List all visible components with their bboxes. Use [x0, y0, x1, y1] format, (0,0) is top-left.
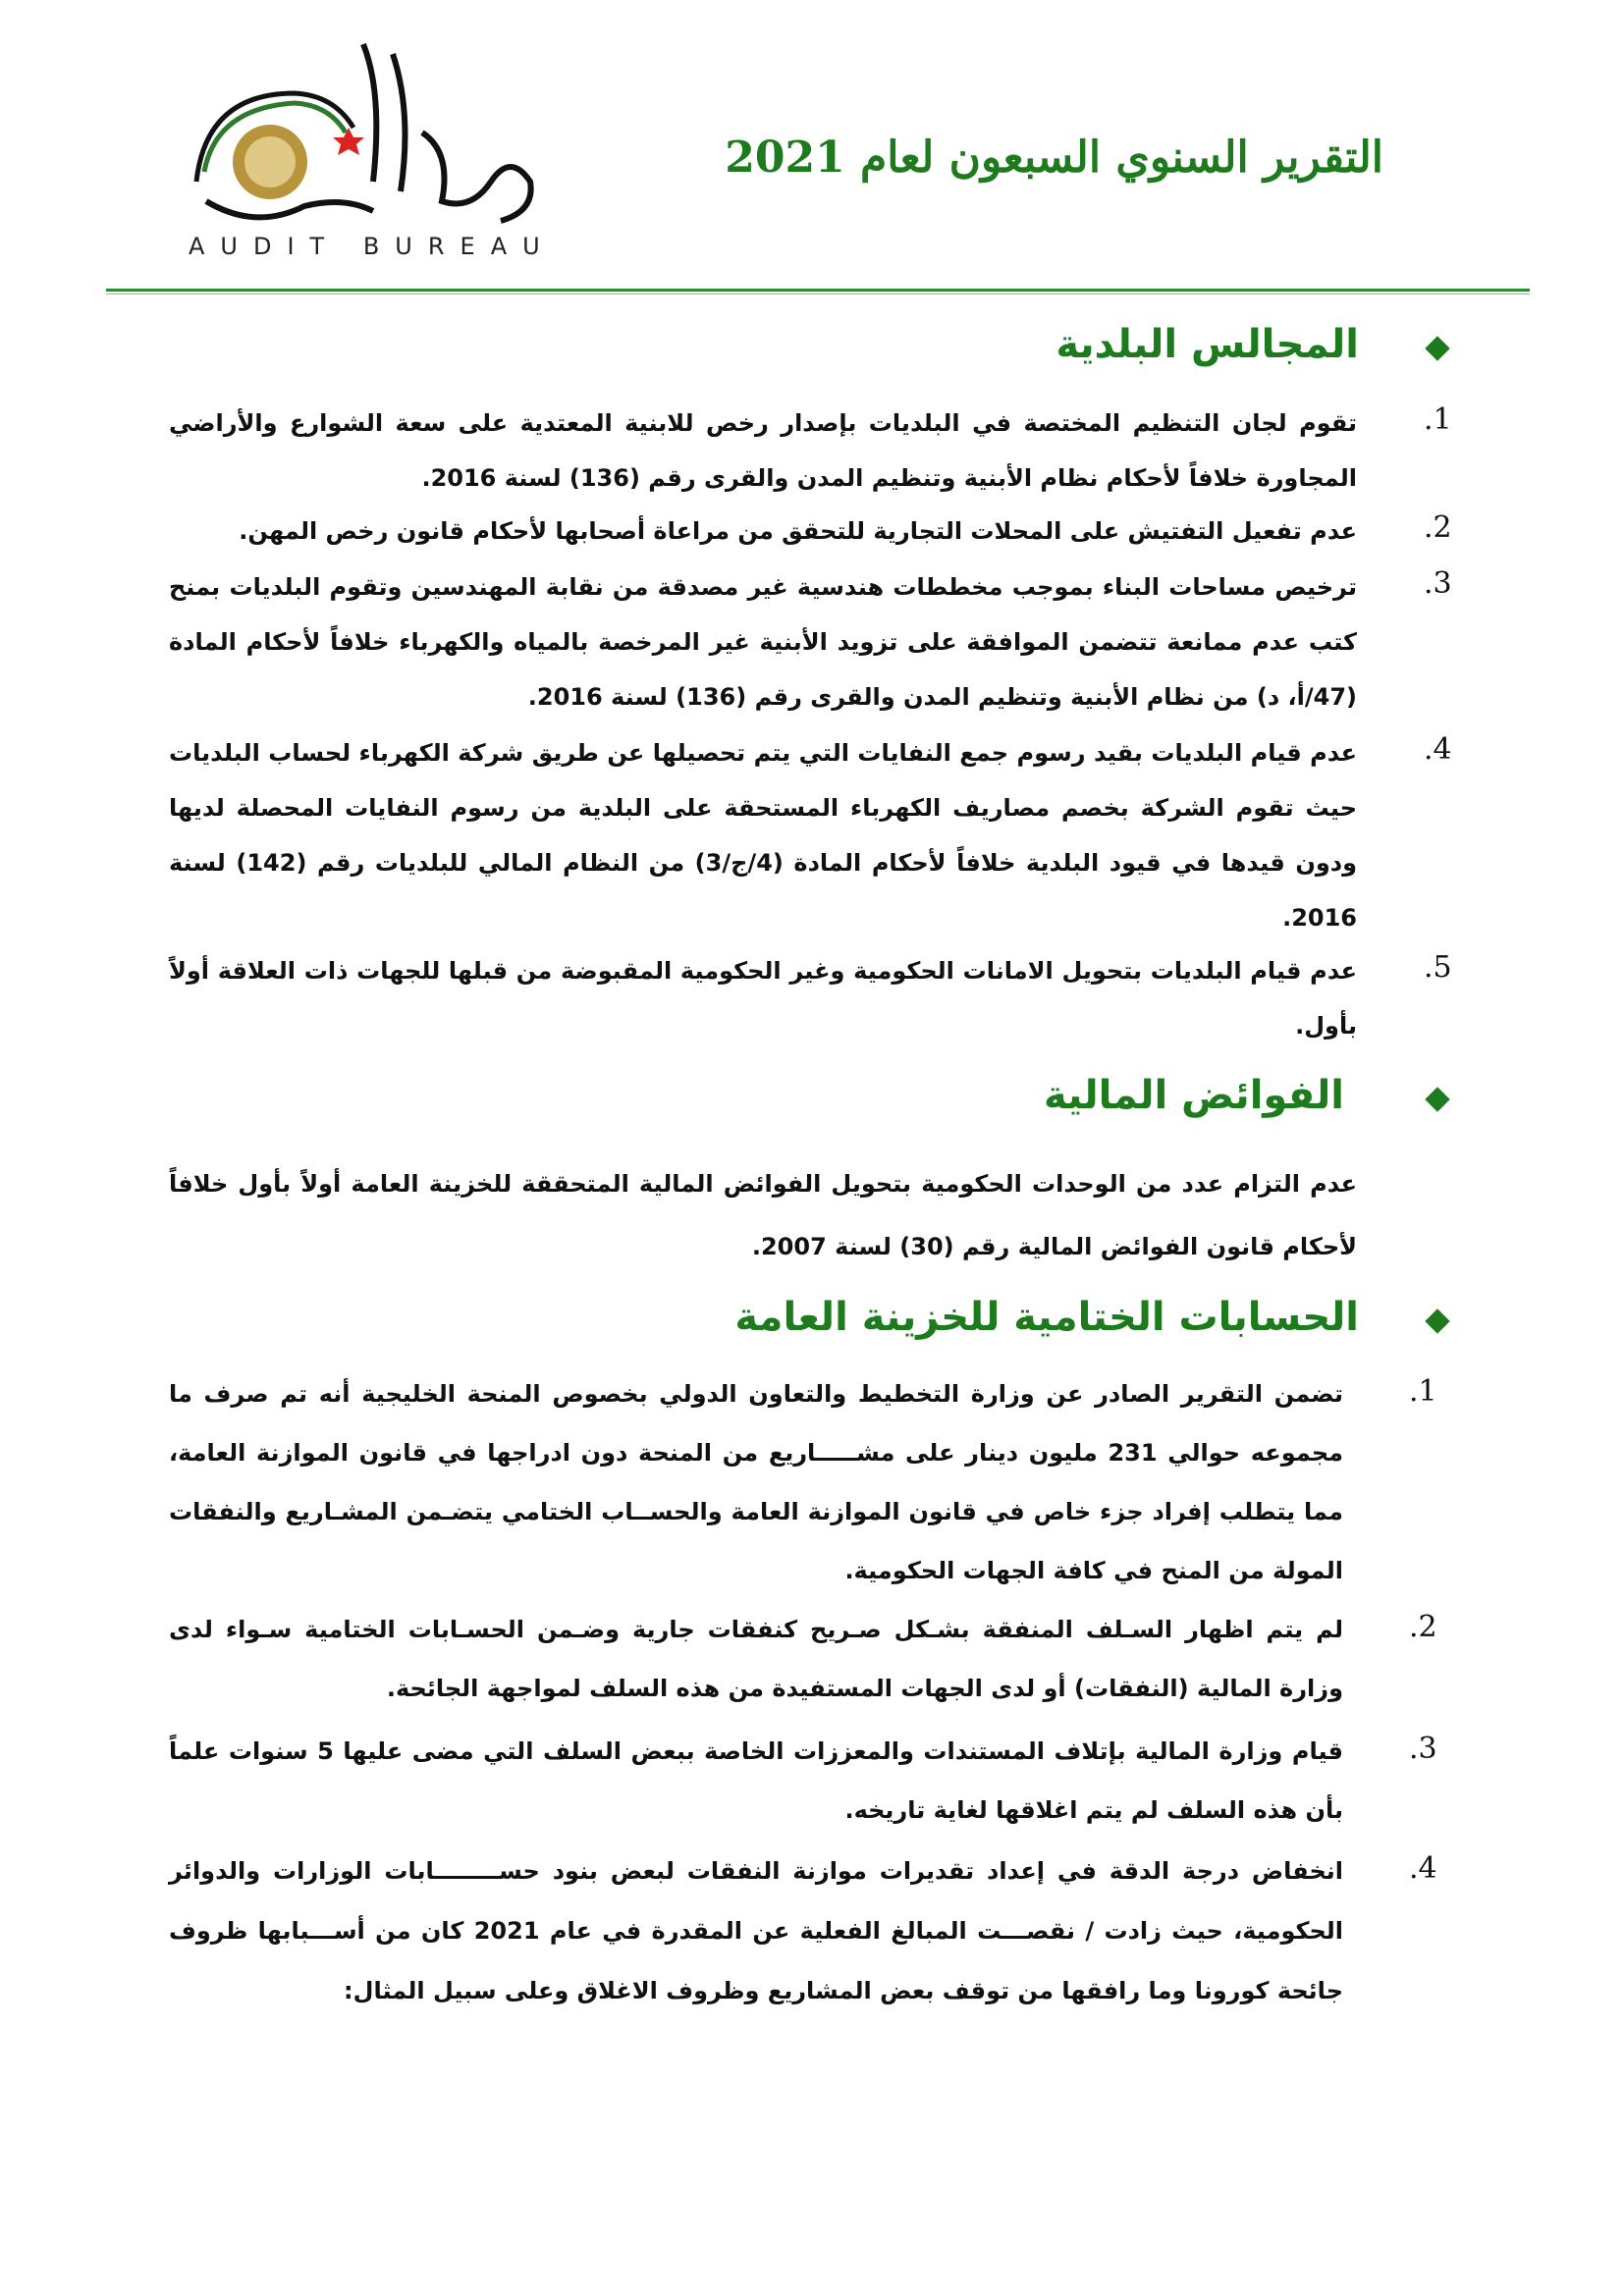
bullet-diamond-icon: [1425, 1087, 1449, 1111]
list-item: عدم تفعيل التفتيش على المحلات التجارية للتحقق من مراعاة أصحابها لأحكام قانون رخص المهن.: [239, 517, 1357, 545]
logo-emblem-icon: [177, 34, 560, 231]
section-paragraph: عدم التزام عدد من الوحدات الحكومية بتحويل الفوائض المالية المتحققة للخزينة العامة أولاً بأول خلافاً لأحكام قانون الفوائض المالية رقم (30) لسنة 2007.: [169, 1170, 1357, 1260]
list-item: عدم قيام البلديات بقيد رسوم جمع النفايات التي يتم تحصيلها عن طريق شركة الكهرباء لحساب البلديات حيث تقوم الشركة بخصم مصاريف الكهرباء المستحقة على البلدية من رسوم النفايات المحصلة لديها ودون قيدها في قيود البلدية خلافاً لأحكام المادة (4/ج/3) من النظام المالي للبلديات رقم (142) لسنة 2016.: [169, 739, 1358, 932]
list-item: تقوم لجان التنظيم المختصة في البلديات بإصدار رخص للابنية المعتدية على سعة الشوارع والأراضي المجاورة خلافاً لأحكام نظام الأبنية وتنظيم المدن والقرى رقم (136) لسنة 2016.: [169, 409, 1357, 492]
bullet-diamond-icon: [1425, 1308, 1449, 1333]
list-item: عدم قيام البلديات بتحويل الامانات الحكومية وغير الحكومية المقبوضة من قبلها للجهات ذات العلاقة أولاً بأول.: [169, 957, 1357, 1040]
list-item: لم يتم اظهار السـلف المنفقة بشـكل صـريح كنفقات جارية وضـمن الحسـابات الختامية سـواء لدى وزارة المالية (النفقات) أو لدى الجهات المستفيدة من هذه السلف لمواجهة الجائحة.: [169, 1616, 1343, 1702]
item-number: .1: [1409, 1374, 1437, 1409]
item-number: .3: [1409, 1732, 1437, 1766]
logo-english-text: AUDIT BUREAU: [189, 233, 556, 260]
list-item: انخفاض درجة الدقة في إعداد تقديرات موازنة النفقات لبعض بنود حســــــــابات الوزارات والدوائر الحكومية، حيث زادت / نقصـــت المبالغ الفعلية عن المقدرة في عام 2021 كان من أســـبابها ظروف جائحة كورونا وما رافقها من توقف بعض المشاريع وظروف الاغلاق وعلى سبيل المثال:: [169, 1857, 1343, 2004]
section-heading-financial-surpluses: الفوائض المالية: [1044, 1073, 1344, 1118]
item-number: .4: [1424, 732, 1452, 767]
section-heading-municipal-councils: المجالس البلدية: [1056, 322, 1359, 367]
item-number: .1: [1424, 402, 1452, 437]
item-number: .3: [1424, 566, 1452, 601]
audit-bureau-logo: [177, 34, 560, 260]
item-number: .5: [1424, 950, 1452, 985]
report-title: التقرير السنوي السبعون لعام 2021: [725, 133, 1383, 183]
list-item: تضمن التقرير الصادر عن وزارة التخطيط والتعاون الدولي بخصوص المنحة الخليجية أنه تم صرف ما مجموعه حوالي 231 مليون دينار على مشـــــاريع من المنحة دون ادراجها في قانون الموازنة العامة، مما يتطلب إفراد جزء خاص في قانون الموازنة العامة والحســاب الختامي يتضـمن المشـاريع والنفقات المولة من المنح في كافة الجهات الحكومية.: [169, 1380, 1343, 1584]
header-divider: [106, 289, 1530, 292]
bullet-diamond-icon: [1425, 336, 1449, 360]
item-number: .2: [1409, 1610, 1437, 1644]
item-number: .2: [1424, 510, 1452, 545]
list-item: ترخيص مساحات البناء بموجب مخططات هندسية غير مصدقة من نقابة المهندسين وتقوم البلديات بمنح كتب عدم ممانعة تتضمن الموافقة على تزويد الأبنية غير المرخصة بالمياه والكهرباء خلافاً لأحكام المادة (47/أ، د) من نظام الأبنية وتنظيم المدن والقرى رقم (136) لسنة 2016.: [169, 573, 1357, 711]
item-number: .4: [1409, 1851, 1437, 1886]
list-item: قيام وزارة المالية بإتلاف المستندات والمعززات الخاصة ببعض السلف التي مضى عليها 5 سنوات علماً بأن هذه السلف لم يتم اغلاقها لغاية تاريخه.: [169, 1737, 1343, 1824]
section-heading-final-accounts: الحسابات الختامية للخزينة العامة: [734, 1295, 1359, 1340]
